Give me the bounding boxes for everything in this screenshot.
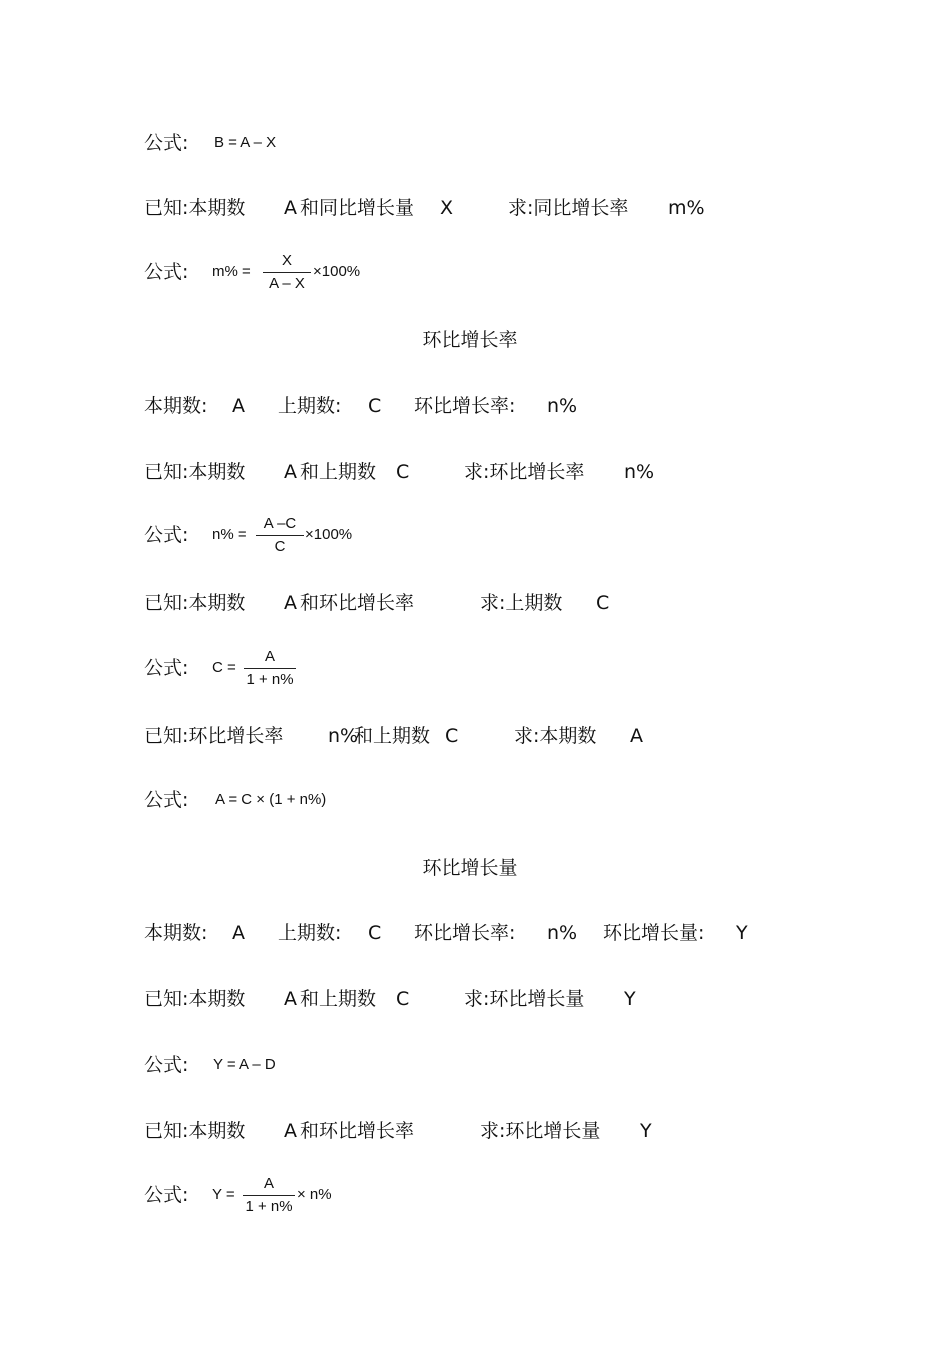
seek-text: 求:环比增长量 — [464, 988, 585, 1010]
seek-text: 求:上期数 — [480, 592, 563, 614]
var-n: n% — [547, 395, 578, 417]
var-c: C — [396, 461, 410, 483]
known-text: 已知:本期数 — [144, 1120, 246, 1142]
known-text: 已知:本期数 — [144, 461, 246, 483]
var-x: X — [440, 197, 454, 219]
var-a: A — [232, 395, 245, 417]
fraction-bar — [256, 535, 304, 536]
formula-label: 公式: — [144, 132, 189, 154]
var-a: A — [284, 592, 297, 614]
fraction-numerator: X — [281, 252, 292, 269]
formula-text: Y = A – D — [213, 1056, 276, 1073]
known-text-2: 和上期数 — [300, 461, 377, 483]
var-a: A — [284, 461, 297, 483]
known-text-2: 和上期数 — [354, 725, 431, 747]
def-previous-label: 上期数: — [278, 922, 342, 944]
fraction-bar — [243, 1195, 295, 1196]
known-text-2: 和上期数 — [300, 988, 377, 1010]
var-c: C — [445, 725, 459, 747]
var-y: Y — [736, 922, 748, 944]
var-a: A — [630, 725, 643, 747]
var-c: C — [396, 988, 410, 1010]
known-text: 已知:本期数 — [144, 988, 246, 1010]
formula-lhs: Y = — [212, 1186, 235, 1203]
formula-lhs: C = — [212, 659, 236, 676]
formula-label: 公式: — [144, 261, 189, 283]
known-text-2: 和同比增长量 — [300, 197, 415, 219]
var-n: n% — [547, 922, 578, 944]
known-text-2: 和环比增长率 — [300, 1120, 415, 1142]
formula-multiplier: ×100% — [305, 526, 353, 543]
known-text: 已知:本期数 — [144, 592, 246, 614]
seek-text: 求:本期数 — [514, 725, 597, 747]
known-text: 已知:环比增长率 — [144, 725, 284, 747]
formula-label: 公式: — [144, 789, 189, 811]
fraction-numerator: A –C — [263, 515, 297, 532]
seek-text: 求:环比增长率 — [464, 461, 585, 483]
known-text: 已知:本期数 — [144, 197, 246, 219]
fraction-2 — [256, 515, 304, 556]
def-rate-label: 环比增长率: — [414, 395, 516, 417]
var-n: n% — [328, 725, 359, 747]
var-c: C — [368, 922, 382, 944]
seek-text: 求:环比增长量 — [480, 1120, 601, 1142]
def-amount-label: 环比增长量: — [603, 922, 705, 944]
var-c: C — [596, 592, 610, 614]
var-m: m% — [668, 197, 705, 219]
def-current-label: 本期数: — [144, 922, 208, 944]
formula-label: 公式: — [144, 1184, 189, 1206]
var-n: n% — [624, 461, 655, 483]
var-a: A — [284, 988, 297, 1010]
fraction-1 — [263, 252, 311, 293]
fraction-bar — [263, 272, 311, 273]
fraction-4 — [243, 1175, 295, 1216]
section-heading-ring-growth-amount: 环比增长量 — [422, 857, 518, 879]
fraction-denominator: C — [274, 538, 286, 555]
fraction-3 — [244, 648, 296, 689]
formula-text: A = C × (1 + n%) — [215, 791, 327, 808]
formula-label: 公式: — [144, 524, 189, 546]
seek-text: 求:同比增长率 — [508, 197, 629, 219]
section-heading-ring-growth-rate: 环比增长率 — [422, 329, 518, 351]
def-current-label: 本期数: — [144, 395, 208, 417]
fraction-denominator: A – X — [269, 275, 305, 292]
var-y: Y — [640, 1120, 652, 1142]
formula-label: 公式: — [144, 1054, 189, 1076]
known-text-2: 和环比增长率 — [300, 592, 415, 614]
formula-multiplier: ×100% — [313, 263, 361, 280]
formula-label: 公式: — [144, 657, 189, 679]
var-a: A — [232, 922, 245, 944]
fraction-numerator: A — [264, 648, 275, 665]
formula-lhs: n% = — [212, 526, 247, 543]
formula-multiplier: × n% — [297, 1186, 332, 1203]
var-y: Y — [624, 988, 636, 1010]
var-c: C — [368, 395, 382, 417]
var-a: A — [284, 1120, 297, 1142]
fraction-denominator: 1 + n% — [246, 671, 294, 688]
fraction-numerator: A — [263, 1175, 274, 1192]
def-rate-label: 环比增长率: — [414, 922, 516, 944]
fraction-bar — [244, 668, 296, 669]
var-a: A — [284, 197, 297, 219]
formula-lhs: m% = — [212, 263, 251, 280]
def-previous-label: 上期数: — [278, 395, 342, 417]
fraction-denominator: 1 + n% — [245, 1198, 293, 1215]
formula-text: B = A – X — [214, 134, 277, 151]
